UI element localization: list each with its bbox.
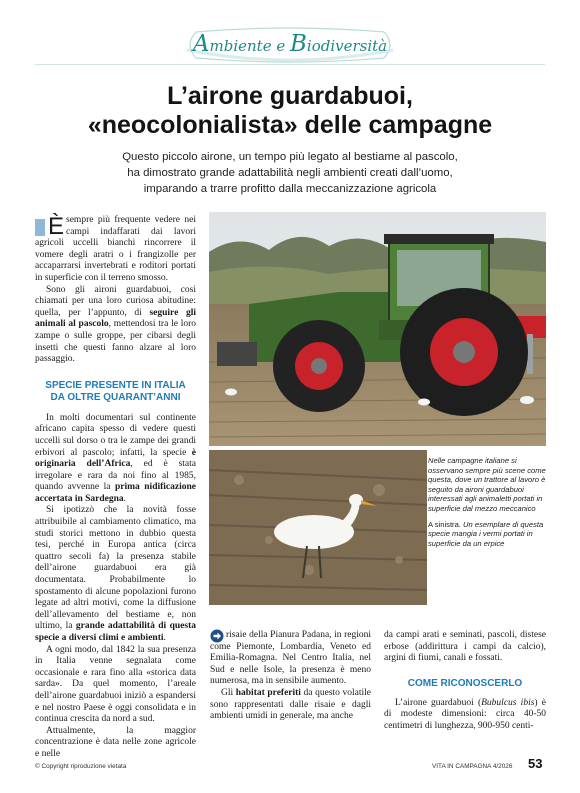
photo-egret bbox=[209, 450, 427, 605]
caption-tractor: Nelle campagne italiane si osservano sempre più scene come questa, dove un trattore al lavoro è seguito da aironi guardabuoi interessati agli animaletti portati in superficie dal mezzo meccanico bbox=[428, 456, 546, 513]
paragraph: risaie della Pianura Padana, in regioni come Piemonte, Lombardia, Veneto ed Emilia-Romagna. Nel Centro Italia, nel Sud e nelle Isole, la presenza è meno numerosa, ma in sensibile aumento. bbox=[210, 630, 371, 687]
paragraph: Sono gli aironi guardabuoi, così chiamati per una loro curiosa abitudine: quella, per l’appunto, di seguire gli animali al pascolo, mettendosi tra le loro zampe o sulle groppe, per cibarsi degli insetti che questi fanno alzare al loro passaggio. bbox=[35, 284, 197, 365]
paragraph: da campi arati e seminati, pascoli, distese erbose (addirittura i campi da calcio), argini di fiumi, canali e fossati. bbox=[384, 630, 546, 664]
paragraph-intro: Èsempre più frequente vedere nei campi indaffarati dai lavori agricoli uccelli bianchi rincorrere il vomere degli aratri o i frangizolle per accaparrarsi invertebrati e roditori portati in superficie con il terreno smosso. bbox=[35, 213, 196, 283]
column-2 bbox=[210, 630, 371, 723]
copyright-notice: © Copyright riproduzione vietata bbox=[35, 763, 127, 770]
photo-caption bbox=[428, 456, 546, 554]
paragraph: A ogni modo, dal 1842 la sua presenza in Italia venne segnalata come occasionale e rara fino alla «storica data sarda». Da quel momento, l’areale dell’airone guardabuoi iniziò a espandersi e nel nostro Paese è oggi consolidata e in continua crescita da nord a sud. bbox=[35, 644, 196, 725]
page-number: 53 bbox=[528, 756, 543, 771]
article-subtitle: Questo piccolo airone, un tempo più legato al bestiame al pascolo, ha dimostrato grande adattabilità negli ambienti creati dall’uomo, imparando a trarre profitto dalla meccanizzazione agricola bbox=[122, 151, 458, 195]
drop-cap: È bbox=[35, 216, 66, 238]
paragraph: Si ipotizzò che la novità fosse attribuibile al cambiamento climatico, ma studi storici mettono in dubbio questa tesi, perché in Europa antica (circa quattro secoli fa) la presenza stabile dell’airone guardabuoi era già documentata. Probabilmente lo spostamento di alcune popolazioni furono legate ad altri motivi, come la diffusione dell’allevamento del bestiame e, non ultimo, la grande adattabilità di questa specie a diversi climi e ambienti. bbox=[35, 505, 196, 643]
paragraph: Gli habitat preferiti da questo volatile sono rappresentati dalle risaie e dagli ambienti umidi in generale, ma anche bbox=[210, 687, 371, 722]
column-3 bbox=[384, 630, 546, 733]
column-1 bbox=[35, 215, 196, 761]
article-title: L’airone guardabuoi, «neocolonialista» delle campagne bbox=[87, 82, 493, 139]
paragraph: L’airone guardabuoi (Bubulcus ibis) è di modeste dimensioni: circa 40-50 centimetri di lunghezza, 900-950 centi- bbox=[384, 697, 546, 731]
section-label: Ambiente e Biodiversità bbox=[192, 31, 388, 57]
caption-egret: A sinistra. Un esemplare di questa specie mangia i vermi portati in superficie da un erpice bbox=[428, 519, 544, 548]
paragraph: In molti documentari sul continente africano capita spesso di vedere questi uccelli sul dorso o tra le zampe dei grandi erbivori al pascolo; infatti, la specie è originaria dell’Africa, ed è stata irregolare e rara da noi fino al 1985, quando avvenne la prima nidificazione accertata in Sardegna. bbox=[35, 412, 196, 504]
paragraph: Attualmente, la maggior concentrazione è data nelle zone agricole e nelle bbox=[35, 725, 196, 759]
section-heading-riconoscerlo: COME RICONOSCERLO bbox=[407, 677, 523, 689]
magazine-issue: VITA IN CAMPAGNA 4/2026 bbox=[432, 763, 513, 770]
header-rule bbox=[35, 64, 545, 65]
photo-tractor bbox=[209, 212, 546, 446]
section-heading-specie: SPECIE PRESENTE IN ITALIA DA OLTRE QUARANT’ANNI bbox=[45, 379, 186, 403]
